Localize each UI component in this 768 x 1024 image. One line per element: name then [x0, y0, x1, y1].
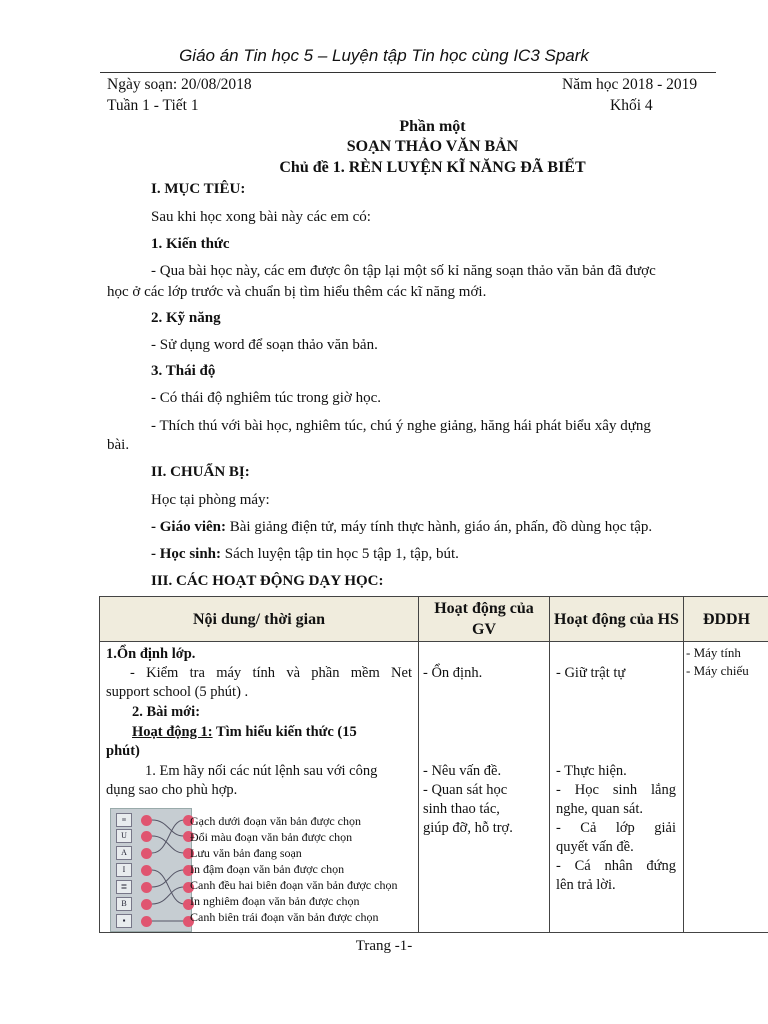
equipment-item: - Máy tính — [686, 645, 741, 660]
gv-line: - Quan sát học — [423, 782, 508, 798]
hs-line: lên trả lời. — [556, 877, 616, 893]
objectives-intro: Sau khi học xong bài này các em có: — [151, 209, 371, 225]
hs-line: nghe, quan sát. — [556, 801, 643, 817]
grade: Khối 4 — [610, 97, 653, 114]
activity-1-heading — [132, 723, 357, 742]
hs-line: - Cả lớp giải — [556, 820, 676, 836]
equipment-cell — [684, 642, 768, 933]
header-teacher: Hoạt động của GV — [419, 597, 550, 642]
table-row — [100, 642, 768, 933]
knowledge-line-2: học ở các lớp trước và chuẩn bị tìm hiểu thêm các kĩ năng mới. — [107, 284, 487, 300]
gv-stabilize: - Ổn định. — [423, 665, 483, 681]
teacher-label: - Giáo viên: — [151, 519, 226, 535]
connector-lines — [151, 809, 185, 931]
font-color-icon: A — [116, 846, 132, 860]
student-label: - Học sinh: — [151, 546, 222, 562]
prep-intro: Học tại phòng máy: — [151, 492, 270, 508]
attitude-2-line-2: bài. — [107, 437, 130, 453]
hs-line: - Học sinh lắng — [556, 782, 676, 798]
figure-label: Gạch dưới đoạn văn bản được chọn — [190, 814, 361, 828]
skills-text: - Sử dụng word để soạn thảo văn bản. — [151, 337, 378, 353]
check-line-2: support school (5 phút) . — [106, 684, 249, 700]
italic-icon: I — [116, 863, 132, 877]
header-content: Nội dung/ thời gian — [100, 597, 419, 642]
week-lesson: Tuần 1 - Tiết 1 — [107, 97, 199, 114]
teacher-text: Bài giảng điện tử, máy tính thực hành, giáo án, phấn, đồ dùng học tập. — [226, 519, 653, 535]
content-cell — [100, 642, 419, 933]
hs-order: - Giữ trật tự — [556, 665, 626, 681]
hs-line: - Cá nhân đứng — [556, 858, 676, 874]
new-lesson-heading: 2. Bài mới: — [132, 704, 201, 720]
attitude-title: 3. Thái độ — [151, 363, 216, 379]
teacher-cell — [419, 642, 550, 933]
figure-label: Lưu văn bản đang soạn — [190, 846, 302, 860]
bold-icon: B — [116, 897, 132, 911]
hs-line: - Thực hiện. — [556, 763, 627, 779]
knowledge-line-1: - Qua bài học này, các em được ôn tập lại một số kỉ năng soạn thảo văn bản đã được — [151, 263, 656, 279]
header-equipment: ĐDDH — [684, 597, 768, 642]
header-divider — [100, 72, 716, 73]
lesson-activities-table — [99, 596, 768, 933]
table-header-row — [100, 597, 768, 642]
student-cell — [550, 642, 684, 933]
align-left-icon: ≡ — [116, 813, 132, 827]
objectives-title: I. MỤC TIÊU: — [151, 181, 246, 197]
figure-label: Đổi màu đoạn văn bản được chọn — [190, 830, 353, 844]
gv-line: giúp đỡ, hỗ trợ. — [423, 820, 513, 836]
prep-title: II. CHUẨN BỊ: — [151, 464, 250, 480]
stabilize-heading: 1.Ổn định lớp. — [106, 646, 196, 662]
page-header-title: Giáo án Tin học 5 – Luyện tập Tin học cùng IC3 Spark — [179, 46, 589, 65]
skills-title: 2. Kỹ năng — [151, 310, 221, 326]
equipment-item: - Máy chiếu — [686, 663, 749, 678]
hs-line: quyết vấn đề. — [556, 839, 634, 855]
attitude-1: - Có thái độ nghiêm túc trong giờ học. — [151, 390, 381, 406]
gv-line: - Nêu vấn đề. — [423, 763, 502, 779]
preparation-date: Ngày soạn: 20/08/2018 — [107, 76, 252, 93]
topic-heading: Chủ đề 1. RÈN LUYỆN KĨ NĂNG ĐÃ BIẾT — [279, 159, 586, 176]
activity-1-text: Tìm hiểu kiến thức (15 — [212, 724, 357, 740]
justify-icon: ≣ — [116, 880, 132, 894]
task-line-2: dụng sao cho phù hợp. — [106, 782, 238, 798]
task-line-1: 1. Em hãy nối các nút lệnh sau với công — [145, 763, 378, 779]
toolbar-buttons-figure — [110, 808, 192, 932]
save-icon: ▪ — [116, 914, 132, 928]
school-year: Năm học 2018 - 2019 — [562, 76, 698, 93]
activity-1-label: Hoạt động 1: — [132, 724, 213, 740]
check-line-1: - Kiểm tra máy tính và phần mềm Net — [130, 665, 412, 681]
gv-line: sinh thao tác, — [423, 801, 500, 817]
student-text: Sách luyện tập tin học 5 tập 1, tập, bút. — [221, 546, 459, 562]
header-student: Hoạt động của HS — [550, 597, 684, 642]
part-heading: Phần một — [399, 118, 466, 135]
figure-label: In nghiêm đoạn văn bản được chọn — [190, 894, 360, 908]
prep-student — [151, 544, 459, 565]
page-number: Trang -1- — [355, 938, 413, 954]
prep-teacher — [151, 517, 652, 538]
activities-title: III. CÁC HOẠT ĐỘNG DẠY HỌC: — [151, 573, 384, 589]
section-heading: SOẠN THẢO VĂN BẢN — [346, 138, 519, 155]
figure-label: Canh biên trái đoạn văn bản được chọn — [190, 910, 379, 924]
knowledge-title: 1. Kiến thức — [151, 236, 230, 252]
attitude-2-line-1: - Thích thú với bài học, nghiêm túc, chú ý nghe giảng, hăng hái phát biểu xây dựng — [151, 418, 651, 434]
figure-label: In đậm đoạn văn bản được chọn — [190, 862, 345, 876]
activity-1-time: phút) — [106, 743, 140, 759]
figure-label: Canh đều hai biên đoạn văn bản được chọn — [190, 878, 398, 892]
underline-icon: U — [116, 829, 132, 843]
